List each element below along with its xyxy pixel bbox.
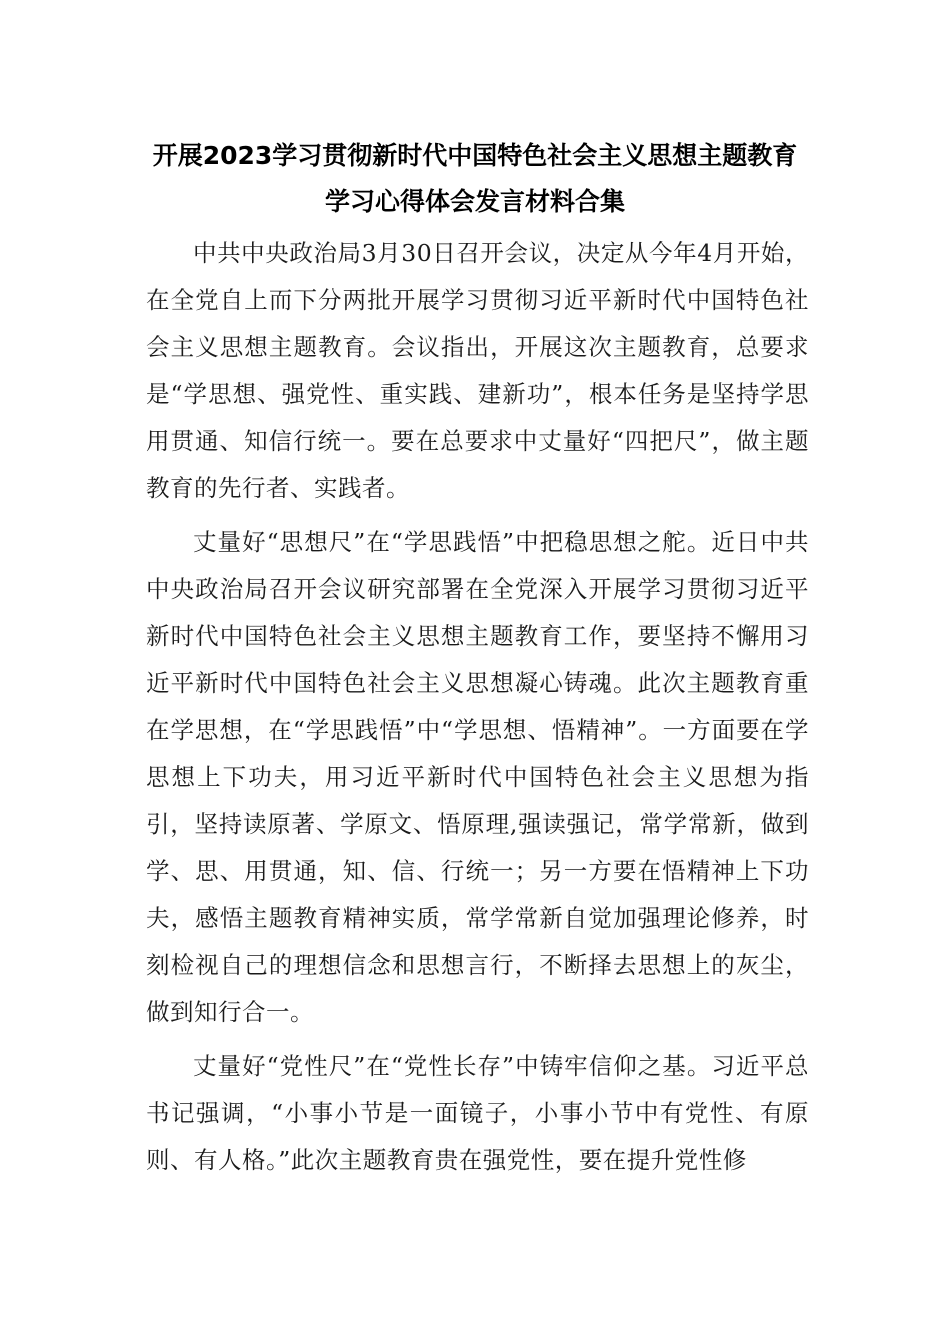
document-body (146, 230, 809, 1192)
paragraph-2: 丈量好“思想尺”在“学思践悟”中把稳思想之舵。近日中共中央政治局召开会议研究部署在全党深入开展学习贯彻习近平新时代中国特色社会主义思想主题教育工作，要坚持不懈用习近平新时代中国特色社会主义思想凝心铸魂。此次主题教育重在学思想，在“学思践悟”中“学思想、悟精神”。一方面要在学思想上下功夫，用习近平新时代中国特色社会主义思想为指引，坚持读原著、学原文、悟原理,强读强记，常学常新，做到学、思、用贯通，知、信、行统一；另一方要在悟精神上下功夫，感悟主题教育精神实质，常学常新自觉加强理论修养，时刻检视自己的理想信念和思想言行，不断择去思想上的灰尘，做到知行合一。 (146, 528, 809, 1026)
document-title-line-2: 学习心得体会发言材料合集 (324, 187, 625, 216)
paragraph-3: 丈量好“党性尺”在“党性长存”中铸牢信仰之基。习近平总书记强调，“小事小节是一面镜子，小事小节中有党性、有原则、有人格。”此次主题教育贵在强党性，要在提升党性修 (146, 1052, 809, 1175)
document-title-line-1: 开展2023学习贯彻新时代中国特色社会主义思想主题教育 (152, 141, 798, 170)
paragraph-1: 中共中央政治局3月30日召开会议，决定从今年4月开始，在全党自上而下分两批开展学习贯彻习近平新时代中国特色社会主义思想主题教育。会议指出，开展这次主题教育，总要求是“学思想、强党性、重实践、建新功”，根本任务是坚持学思用贯通、知信行统一。要在总要求中丈量好“四把尺”，做主题教育的先行者、实践者。 (146, 239, 809, 502)
